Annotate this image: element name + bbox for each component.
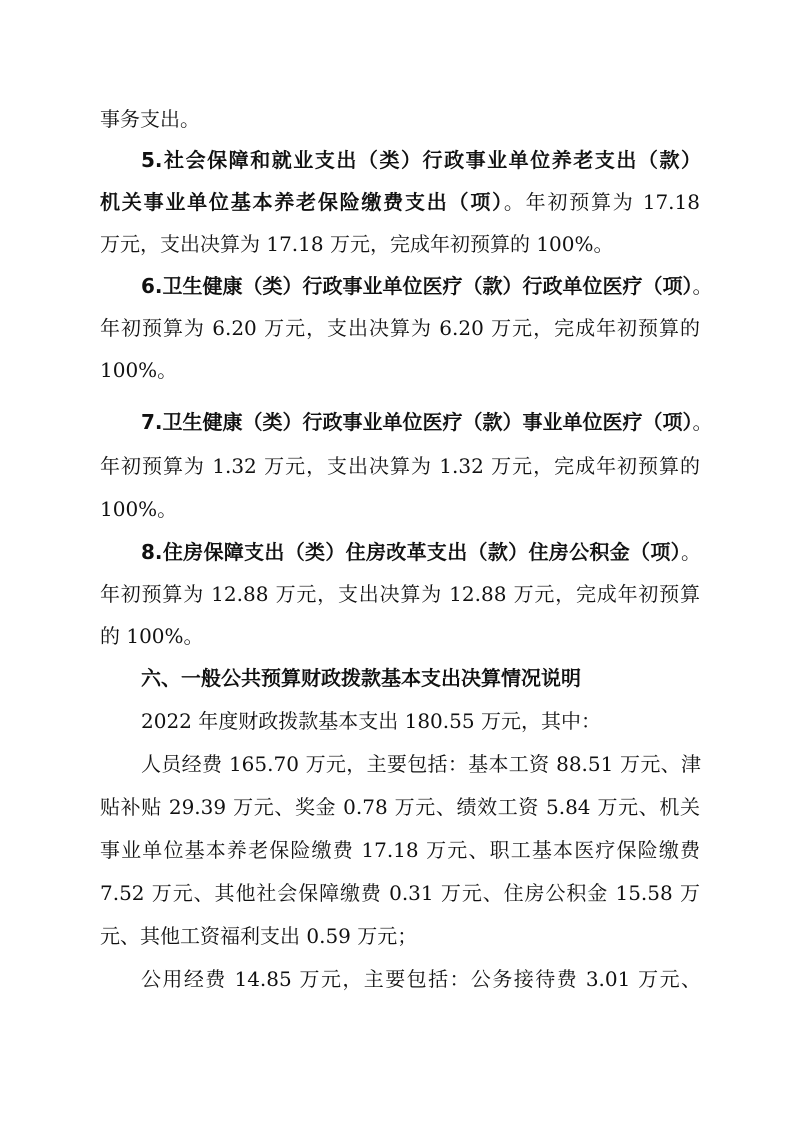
- item5-title-bold: 机关事业单位基本养老保险缴费支出（项）: [100, 190, 504, 214]
- personnel-line: 7.52 万元、其他社会保障缴费 0.31 万元、住房公积金 15.58 万: [100, 881, 700, 905]
- item6-title-bold: 6.卫生健康（类）行政事业单位医疗（款）行政单位医疗（项）: [141, 274, 693, 298]
- public-expense-line: 公用经费 14.85 万元，主要包括：公务接待费 3.01 万元、: [141, 967, 701, 991]
- item7-line3: 100%。: [100, 497, 178, 521]
- item5-line3: 万元，支出决算为 17.18 万元，完成年初预算的 100%。: [100, 232, 614, 256]
- item8-line2: 年初预算为 12.88 万元，支出决算为 12.88 万元，完成年初预算: [100, 582, 700, 606]
- item8-line3: 的 100%。: [100, 624, 204, 648]
- item8-title-line: [141, 537, 701, 567]
- item5-title-line1: 5.社会保障和就业支出（类）行政事业单位养老支出（款）: [141, 148, 701, 172]
- item6-title-rest: 。: [692, 274, 713, 298]
- item7-title-rest: 。: [692, 410, 713, 434]
- item7-title-line: [141, 407, 713, 437]
- item7-title-bold: 7.卫生健康（类）行政事业单位医疗（款）事业单位医疗（项）: [141, 410, 693, 434]
- paragraph-line: 事务支出。: [100, 107, 200, 131]
- item6-line2: 年初预算为 6.20 万元，支出决算为 6.20 万元，完成年初预算的: [100, 316, 700, 340]
- personnel-line: 元、其他工资福利支出 0.59 万元；: [100, 924, 418, 948]
- item7-line2: 年初预算为 1.32 万元，支出决算为 1.32 万元，完成年初预算的: [100, 454, 700, 478]
- personnel-line: 贴补贴 29.39 万元、奖金 0.78 万元、绩效工资 5.84 万元、机关: [100, 795, 700, 819]
- item6-line3: 100%。: [100, 358, 178, 382]
- item8-title-bold: 8.住房保障支出（类）住房改革支出（款）住房公积金（项）: [141, 540, 681, 564]
- personnel-line: 人员经费 165.70 万元，主要包括：基本工资 88.51 万元、津: [141, 752, 701, 776]
- item5-title-line2: [100, 187, 700, 217]
- section6-heading: 六、一般公共预算财政拨款基本支出决算情况说明: [141, 666, 581, 690]
- section6-intro: 2022 年度财政拨款基本支出 180.55 万元，其中：: [141, 709, 601, 733]
- item5-title-rest: 。年初预算为 17.18: [503, 190, 700, 214]
- personnel-line: 事业单位基本养老保险缴费 17.18 万元、职工基本医疗保险缴费: [100, 838, 700, 862]
- item6-title-line: [141, 271, 713, 301]
- item8-title-rest: 。: [681, 540, 701, 564]
